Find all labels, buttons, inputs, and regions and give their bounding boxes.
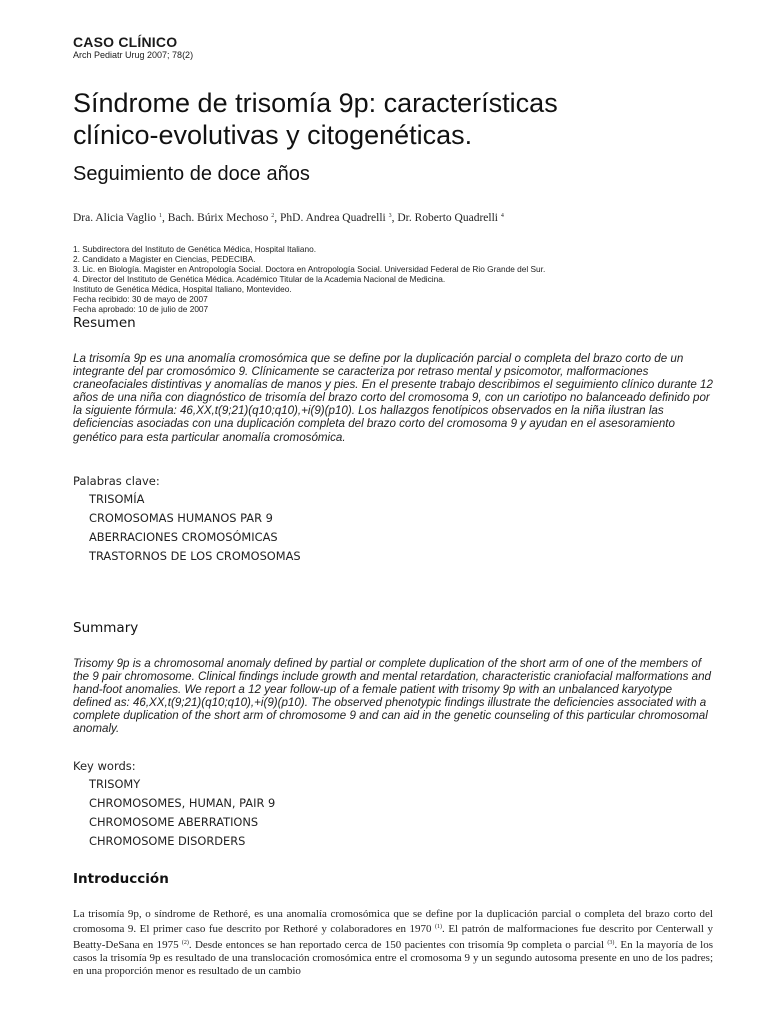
title-line-2: clínico-evolutivas y citogenéticas.: [73, 120, 473, 150]
author-ref: 1: [159, 213, 163, 219]
author-name: Dra. Alicia Vaglio: [73, 212, 157, 224]
keyword-item: CHROMOSOME ABERRATIONS: [89, 815, 259, 829]
keyword-item: CROMOSOMAS HUMANOS PAR 9: [89, 511, 273, 525]
resumen-heading: Resumen: [73, 315, 136, 331]
keyword-item: TRASTORNOS DE LOS CROMOSOMAS: [89, 549, 301, 563]
affiliation-line: 1. Subdirectora del Instituto de Genética Médica, Hospital Italiano.: [73, 244, 317, 254]
author-name: PhD. Andrea Quadrelli: [280, 212, 386, 224]
author-list: Dra. Alicia Vaglio $^1$, Bach. Búrix Mechoso $^2$, PhD. Andrea Quadrelli $^3$, Dr. Roberto Quadrelli $^4$: [73, 212, 504, 224]
journal-reference: Arch Pediatr Urug 2007; 78(2): [73, 50, 194, 60]
intro-heading: Introducción: [73, 871, 169, 887]
key-words: [73, 759, 713, 851]
summary-heading: Summary: [73, 620, 139, 636]
intro-body: [73, 908, 713, 978]
citation-ref: (3): [607, 939, 615, 946]
article-page: [73, 34, 713, 314]
keyword-list: [73, 775, 713, 851]
received-date: Fecha recibido: 30 de mayo de 2007: [73, 294, 208, 304]
intro-text: . En la mayoría de los casos la trisomía 9p es resultado de una translocación cromosómica entre el cromosoma 9 y un segundo autosoma presente en uno de los padres; en una proporción menor es resultado de un cambio: [73, 938, 714, 978]
keyword-item: TRISOMÍA: [89, 492, 145, 506]
keyword-item: CHROMOSOMES, HUMAN, PAIR 9: [89, 796, 276, 810]
keyword-item: CHROMOSOME DISORDERS: [89, 834, 246, 848]
intro-text: La trisomía 9p, o síndrome de Rethoré, es una anomalía cromosómica que se define por la duplicación parcial o completa del brazo corto del cromosoma 9. El primer caso fue descrito por Rethoré y colaboradores en 1970: [73, 908, 713, 936]
citation-ref: (1): [435, 924, 443, 931]
approved-date: Fecha aprobado: 10 de julio de 2007: [73, 304, 209, 314]
palabras-clave: [73, 474, 713, 566]
summary-body-wrap: [73, 657, 713, 736]
keywords-label: Key words:: [73, 759, 136, 773]
section-tag: CASO CLÍNICO: [73, 34, 178, 50]
keyword-item: ABERRACIONES CROMOSÓMICAS: [89, 530, 278, 544]
resumen-body-wrap: [73, 352, 713, 444]
affiliation-line: 2. Candidato a Magister en Ciencias, PEDECIBA.: [73, 254, 256, 264]
affiliations: [73, 244, 713, 314]
keyword-item: TRISOMY: [89, 777, 141, 791]
summary-section: [73, 620, 713, 636]
intro-section: [73, 871, 713, 887]
citation-ref: (2): [181, 939, 189, 946]
affiliation-line: 4. Director del Instituto de Genética Médica. Académico Titular de la Academia Nacional de Medicina.: [73, 274, 446, 284]
summary-body: Trisomy 9p is a chromosomal anomaly defined by partial or complete duplication of the short arm of one of the members of the 9 pair chromosome. Clinical findings include growth and mental retardation, characteristic craniofacial malformations and hand-foot anomalies. We report a 12 year follow-up of a female patient with trisomy 9p with an unbalanced karyotype defined as: 46,XX,t(9;21)(q10;q10),+i(9)(p10). The observed phenotypic findings illustrate the deficiencies associated with a complete duplication of the short arm of chromosome 9 and can aid in the genetic counseling of this particular chromosomal anomaly.: [73, 657, 711, 736]
title-line-1: Síndrome de trisomía 9p: características: [73, 88, 558, 118]
affiliation-line: 3. Lic. en Biología. Magister en Antropología Social. Doctora en Antropología Social. Universidad Federal de Rio Grande del Sur.: [73, 264, 546, 274]
intro-text: . El patrón de malformaciones fue descrito por Centerwall y Beatty-DeSana en 1975: [73, 923, 713, 951]
author-ref: 2: [271, 213, 275, 219]
resumen-section: [73, 315, 713, 331]
resumen-body: La trisomía 9p es una anomalía cromosómica que se define por la duplicación parcial o completa del brazo corto de un integrante del par cromosómico 9. Clínicamente se caracteriza por retraso mental y psicomotor, malformaciones craneofaciales distintivas y anomalías de manos y pies. En el presente trabajo describimos el seguimiento clínico durante 12 años de una niña con diagnóstico de trisomía del brazo corto del cromosoma 9, con un cariotipo no balanceado definido por la siguiente fórmula: 46,XX,t(9;21)(q10;q10),+i(9)(p10). Los hallazgos fenotípicos observados en la niña ilustran las deficiencias asociadas con una duplicación completa del brazo corto del cromosoma 9 y ayudan en el asesoramiento genético para esta particular anomalía cromosómica.: [73, 352, 713, 444]
author-ref: 4: [500, 213, 504, 219]
article-subtitle: Seguimiento de doce años: [73, 163, 310, 185]
author-name: Dr. Roberto Quadrelli: [397, 212, 498, 224]
article-title: [73, 87, 713, 151]
author-name: Bach. Búrix Mechoso: [167, 212, 269, 224]
author-ref: 3: [388, 213, 392, 219]
intro-text: . Desde entonces se han reportado cerca de 150 pacientes con trisomía 9p completa o parcial: [188, 938, 608, 951]
affiliation-line: Instituto de Genética Médica, Hospital Italiano, Montevideo.: [73, 284, 292, 294]
keyword-list: [73, 490, 713, 566]
keywords-label: Palabras clave:: [73, 474, 160, 488]
intro-body-wrap: [73, 908, 713, 978]
